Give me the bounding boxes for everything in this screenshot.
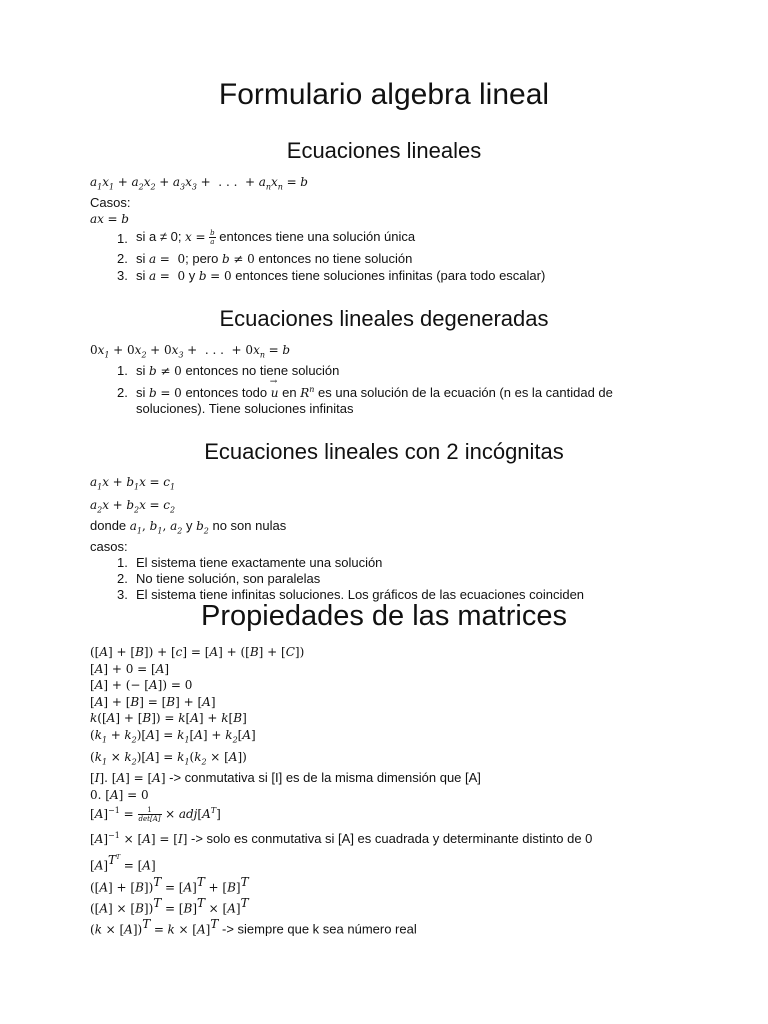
list-item-number: 3. (117, 587, 128, 602)
list-item-text: si (136, 251, 149, 266)
property-inverse-product: $[A]^{-1} \times [A] = [I]$ -> solo es conmutativa si [A] es cuadrada y determinante distinto de 0 (90, 831, 593, 846)
list-item-text: es una solución de la ecuación (n es la cantidad de (318, 385, 613, 400)
list-item-number: 1. (117, 555, 128, 570)
list-item-number: 1. (117, 363, 128, 378)
system-equation-2: $a_2x + b_2x = c_2$ (90, 498, 176, 515)
heading-propiedades-matrices: Propiedades de las matrices (201, 600, 567, 632)
property-note: -> solo es conmutativa si [A] es cuadrada y determinante distinto de 0 (191, 831, 593, 846)
property-identity-matrix: [I]. [A] = [A] -> conmutativa si [I] es de la misma dimensión que [A] (90, 770, 481, 785)
property-note: -> conmutativa si [I] es de la misma dimensión que [A] (169, 770, 481, 785)
list-item: No tiene solución, son paralelas (136, 571, 321, 586)
list-item-continuation: soluciones). Tiene soluciones infinitas (136, 401, 354, 416)
donde-text: no son nulas (212, 518, 287, 533)
donde-line: donde $a_1$, $b_1$, $a_2$ y $b_2$ no son nulas (90, 518, 287, 536)
list-item-number: 3. (117, 268, 128, 283)
list-item: El sistema tiene exactamente una solución (136, 555, 383, 570)
system-equation-1: $a_1x + b_1x = c_1$ (90, 475, 176, 492)
property-commutative: [A] + [B] = [B] + [A] (90, 695, 216, 709)
list-item-text: en (282, 385, 301, 400)
list-item-text: entonces no tiene solución (185, 363, 340, 378)
property-scalar-distributive: k([A] + [B]) = k[A] + k[B] (90, 711, 247, 725)
list-item-text: si a ≠ 0; (136, 229, 186, 244)
property-transpose-sum: $([A] + [B])^T = [A]^T + [B]^T$ (90, 875, 249, 895)
donde-text: donde (90, 518, 130, 533)
list-item: si a = 0; pero b ≠ 0 entonces no tiene solución (136, 251, 413, 266)
list-item-number: 1. (117, 231, 128, 246)
list-item-number: 2. (117, 251, 128, 266)
list-item: si a ≠ 0; x = $\frac{b}{a}$ entonces tiene una solución única (136, 229, 416, 247)
degenerate-equation-formula: $0x_1 + 0x_2 + 0x_3$ + . . . + $0x_n = b$ (90, 343, 290, 360)
property-scalar-product: $(k_1 \times k_2)[A] = k_1(k_2 \times [A])$ (90, 750, 247, 767)
list-item: si a = 0 y b = 0 entonces tiene soluciones infinitas (para todo escalar) (136, 268, 546, 283)
list-item: El sistema tiene infinitas soluciones. Los gráficos de las ecuaciones coinciden (136, 587, 585, 602)
document-title: Formulario algebra lineal (218, 78, 550, 111)
heading-ecuaciones-degeneradas: Ecuaciones lineales degeneradas (219, 306, 549, 331)
linear-equation-formula: $a_1x_1 + a_2x_2 + a_3x_3$ + . . . + $a_nx_n = b$ (90, 175, 308, 192)
list-item-number: 2. (117, 571, 128, 586)
list-item-text: si (136, 385, 149, 400)
property-transpose-product: $([A] \times [B])^T = [B]^T \times [A]^T$ (90, 896, 249, 916)
property-note: -> siempre que k sea número real (222, 921, 417, 937)
property-double-transpose: $[A]^{T^T} = [A]$ (90, 853, 156, 873)
list-item-text: entonces todo (185, 385, 271, 400)
casos-label: casos: (90, 539, 128, 554)
list-item: si b = 0 entonces todo → u en $R^n$ es una solución de la ecuación (n es la cantidad de (136, 385, 613, 400)
heading-ecuaciones-lineales: Ecuaciones lineales (286, 138, 482, 163)
list-item-number: 2. (117, 385, 128, 400)
property-inverse-formula: $[A]^{-1}$ = $\frac{1}{\det[A]}$ × $adj[A^T]$ (90, 806, 221, 824)
list-item-text: y (185, 268, 199, 283)
ax-equals-b-formula: ax = b (90, 212, 129, 226)
list-item-text: ; pero (185, 251, 222, 266)
list-item-text: si (136, 363, 149, 378)
property-zero-product: 0. [A] = 0 (90, 788, 149, 802)
property-additive-identity: [A] + 0 = [A] (90, 662, 170, 676)
list-item: si b ≠ 0 entonces no tiene solución (136, 363, 340, 378)
list-item-text: si (136, 268, 149, 283)
list-item-text: entonces tiene una solución única (219, 229, 416, 244)
heading-dos-incognitas: Ecuaciones lineales con 2 incógnitas (204, 439, 564, 464)
property-transpose-scalar: $(k \times [A])^T = k \times [A]^T$ -> siempre que k sea número real (90, 917, 417, 937)
property-associative: ([A] + [B]) + [c] = [A] + ([B] + [C]) (90, 645, 305, 659)
list-item-text: entonces no tiene solución (258, 251, 413, 266)
casos-label: Casos: (90, 195, 131, 210)
list-item-text: entonces tiene soluciones infinitas (para todo escalar) (235, 268, 546, 283)
property-scalar-sum: $(k_1 + k_2)[A] = k_1[A] + k_2[A]$ (90, 728, 256, 745)
property-additive-inverse: [A] + (− [A]) = 0 (90, 678, 193, 692)
